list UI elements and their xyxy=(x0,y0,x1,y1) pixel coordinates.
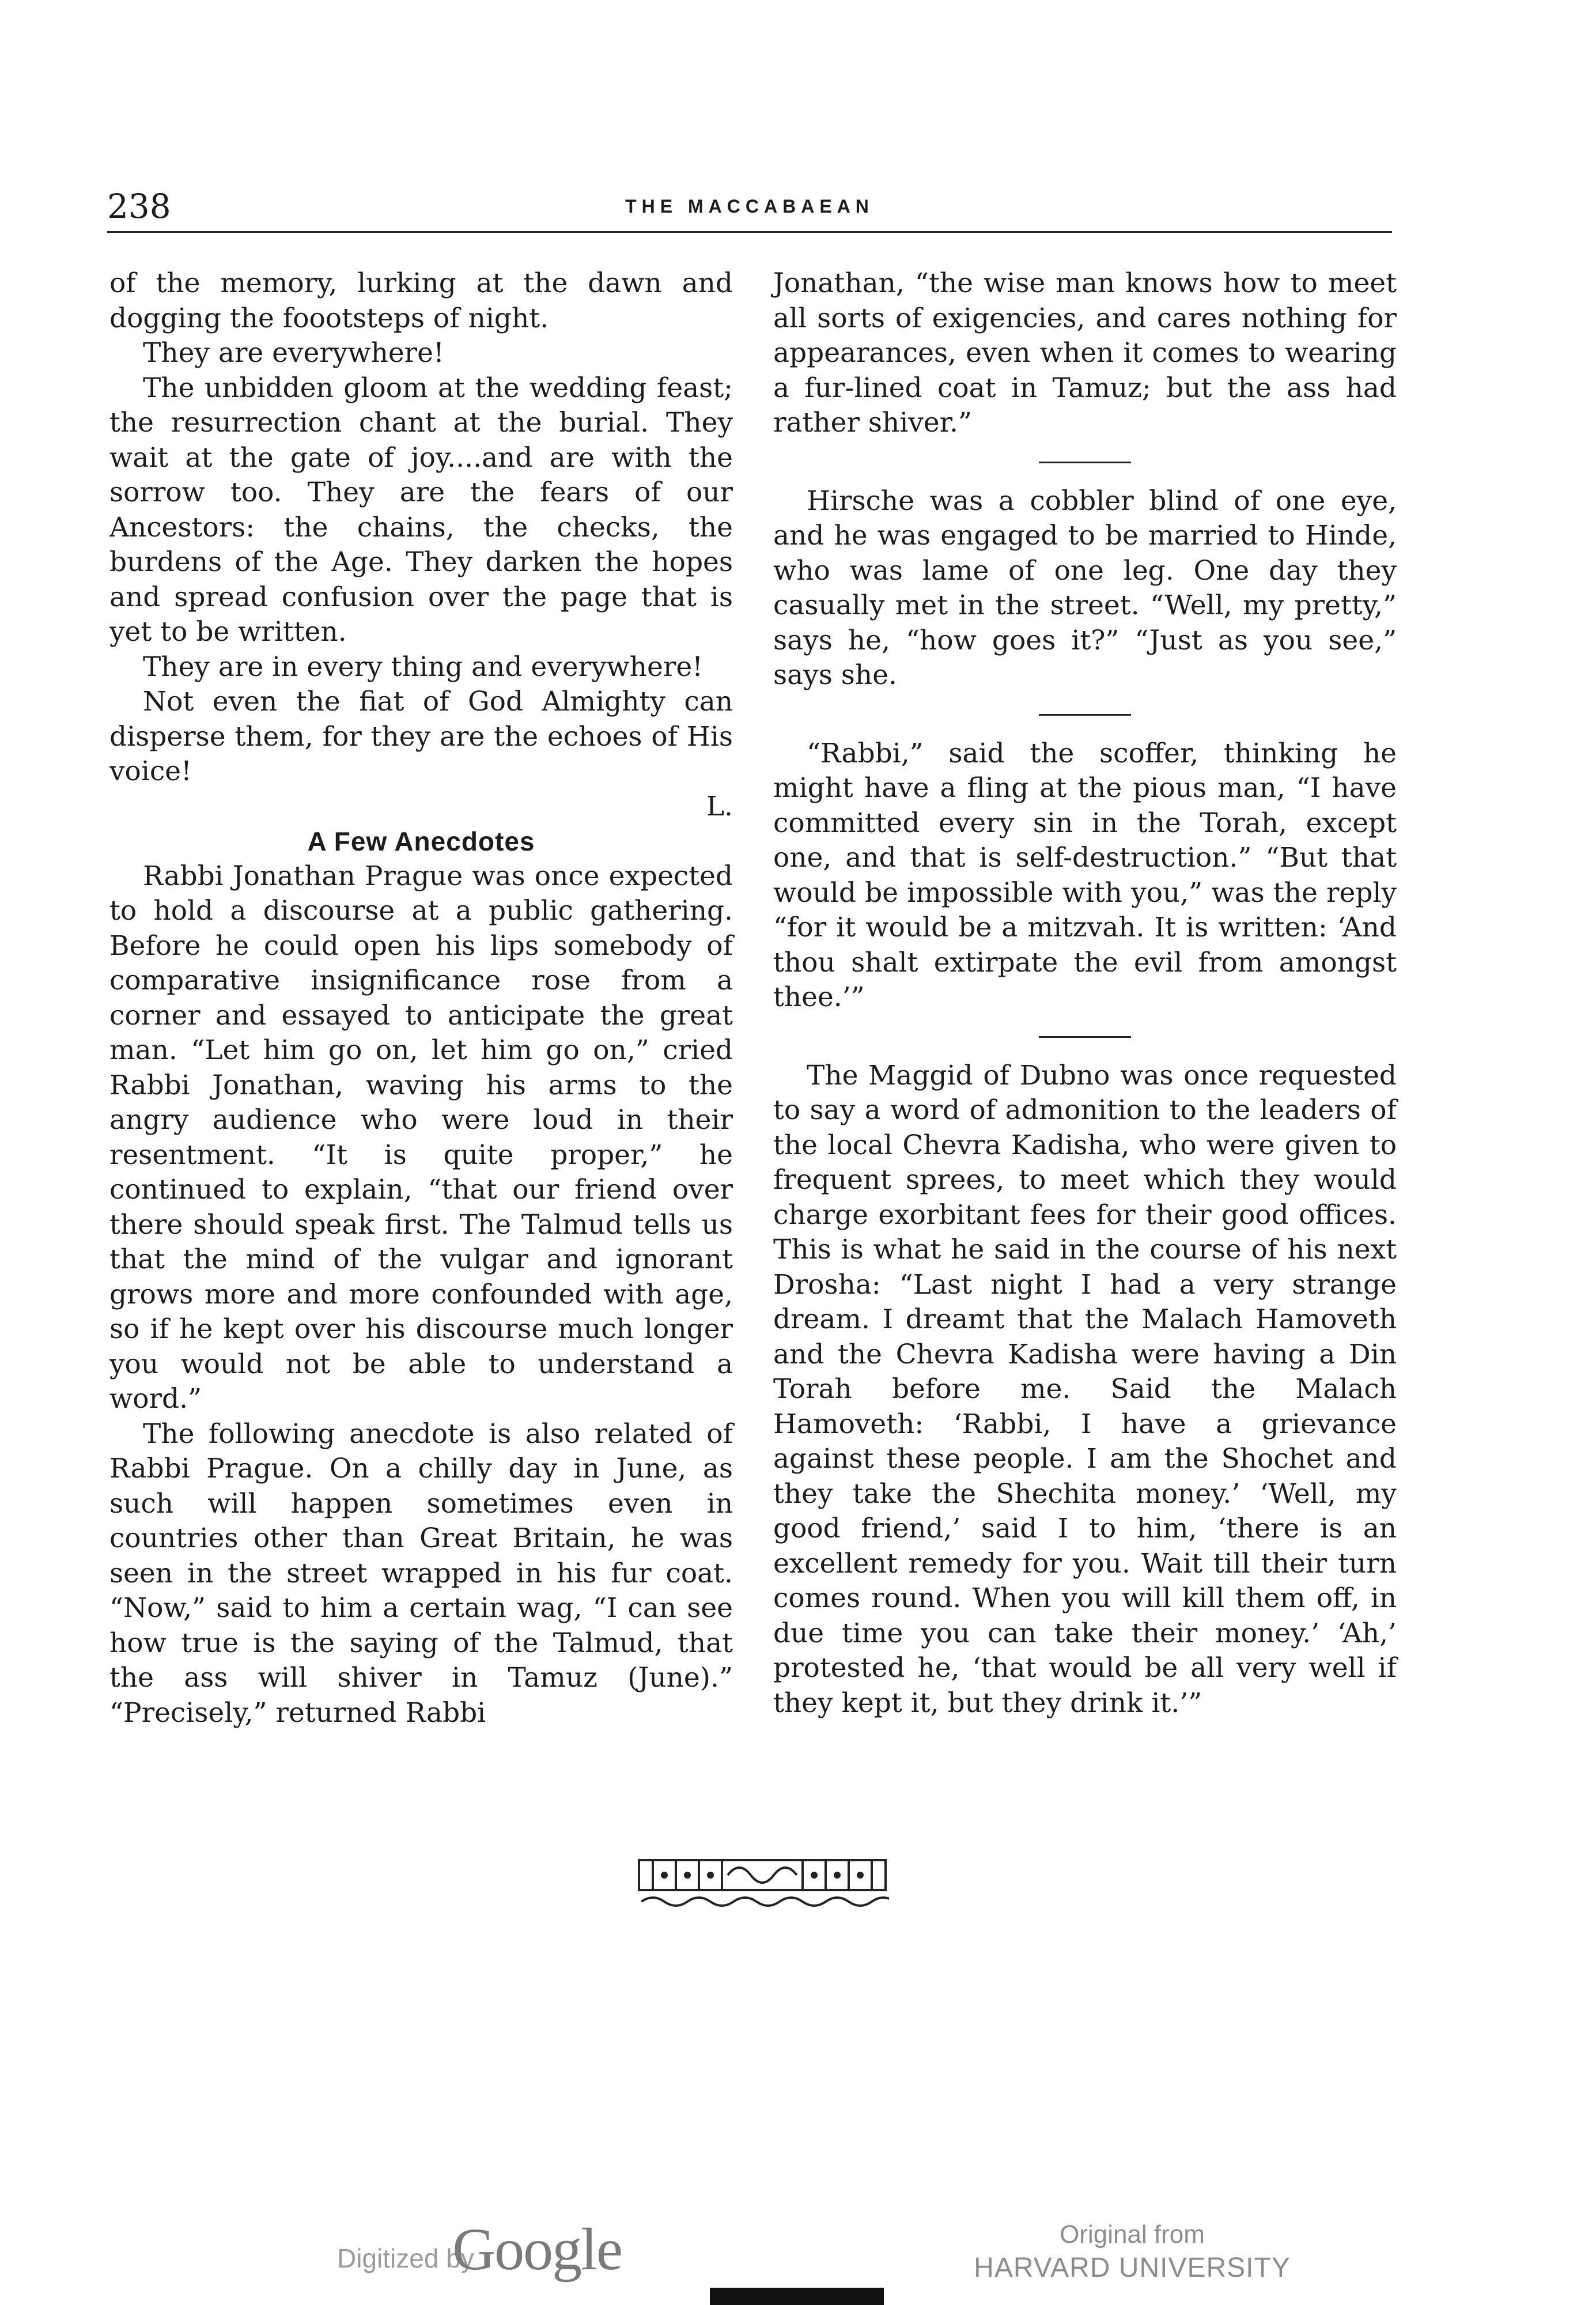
anecdote-paragraph: Hirsche was a cobbler blind of one eye, and he was engaged to be married to Hinde, who was lame of one leg. One day they casually met in the street. “Well, my pretty,” says he, “how goes it?” “Just as you see,” says she. xyxy=(773,485,1397,691)
running-header xyxy=(107,183,1392,229)
separator-rule xyxy=(1039,1036,1131,1038)
decorative-ornament-icon xyxy=(636,1857,889,1911)
source-watermark xyxy=(974,2219,1291,2285)
anecdote-paragraph: “Rabbi,” said the scoffer, thinking he might have a fling at the pious man, “I have committed every sin in the Torah, except one, and that is self-destruction.” “But that would be impossible with you,” was the reply “for it would be a mitzvah. It is written: ‘And thou shalt extirpate the evil from amongst thee.’” xyxy=(773,737,1397,1013)
essay-paragraph: of the memory, lurking at the dawn and dogging the foootsteps of night. xyxy=(109,267,733,334)
separator-rule xyxy=(1039,714,1131,716)
anecdote-continuation: Jonathan, “the wise man knows how to meet all sorts of exigencies, and cares nothing for appearances, even when it comes to wearing a fur-lined coat in Tamuz; but the ass had rather shiver.” xyxy=(773,267,1397,439)
section-title: A Few Anecdotes xyxy=(307,826,535,856)
institution-name: HARVARD UNIVERSITY xyxy=(974,2253,1291,2283)
right-column xyxy=(773,266,1397,1721)
anecdote-paragraph: The following anecdote is also related of Rabbi Prague. On a chilly day in June, as such will happen sometimes even in countries other than Great Britain, he was seen in the street wrapped in his fur coat. “Now,” said to him a certain wag, “I can see how true is the saying of the Talmud, that the ass will shiver in Tamuz (June).” “Precisely,” returned Rabbi xyxy=(109,1418,733,1729)
digitized-by-watermark xyxy=(337,2216,683,2289)
essay-paragraph: Not even the fiat of God Almighty can disperse them, for they are the echoes of His voice! xyxy=(109,686,733,787)
essay-paragraph: The unbidden gloom at the wedding feast; the resurrection chant at the burial. They wait at the gate of joy....and are with the sorrow too. They are the fears of our Ancestors: the chains, the checks, the burdens of the Age. They darken the hopes and spread confusion over the page that is yet to be written. xyxy=(109,372,733,648)
left-column xyxy=(109,266,733,1730)
essay-paragraph: They are in every thing and everywhere! xyxy=(143,651,704,683)
header-rule xyxy=(107,231,1392,233)
original-from-label: Original from xyxy=(1060,2220,1205,2249)
scan-edge-bar xyxy=(710,2288,884,2305)
journal-title: THE MACCABAEAN xyxy=(625,196,874,217)
google-logo: Google xyxy=(452,2216,622,2283)
anecdote-paragraph: Rabbi Jonathan Prague was once expected to hold a discourse at a public gathering. Before he could open his lips somebody of comparative insignificance rose from a corner and essayed to anticipate the great man. “Let him go on, let him go on,” cried Rabbi Jonathan, waving his arms to the angry audience who were loud in their resentment. “It is quite proper,” he continued to explain, “that our friend over there should speak first. The Talmud tells us that the mind of the vulgar and ignorant grows more and more confounded with age, so if he kept over his discourse much longer you would not be able to understand a word.” xyxy=(109,860,733,1415)
anecdote-paragraph: The Maggid of Dubno was once requested to say a word of admonition to the leaders of the local Chevra Kadisha, who were given to frequent sprees, to meet which they would charge exorbitant fees for their good offices. This is what he said in the course of his next Drosha: “Last night I had a very strange dream. I dreamt that the Malach Hamoveth and the Chevra Kadisha were having a Din Torah before me. Said the Malach Hamoveth: ‘Rabbi, I have a grievance against these people. I am the Shochet and they take the Shechita money.’ ‘Well, my good friend,’ said I to him, ‘there is an excellent remedy for you. Wait till their turn comes round. When you will kill them off, in due time you can take their money.’ ‘Ah,’ protested he, ‘that would be all very well if they kept it, but they drink it.’” xyxy=(773,1059,1397,1719)
page-number: 238 xyxy=(107,187,171,226)
digitized-label: Digitized by xyxy=(337,2243,474,2273)
separator-rule xyxy=(1039,462,1131,463)
essay-paragraph: They are everywhere! xyxy=(143,337,444,369)
author-signature: L. xyxy=(706,790,733,822)
